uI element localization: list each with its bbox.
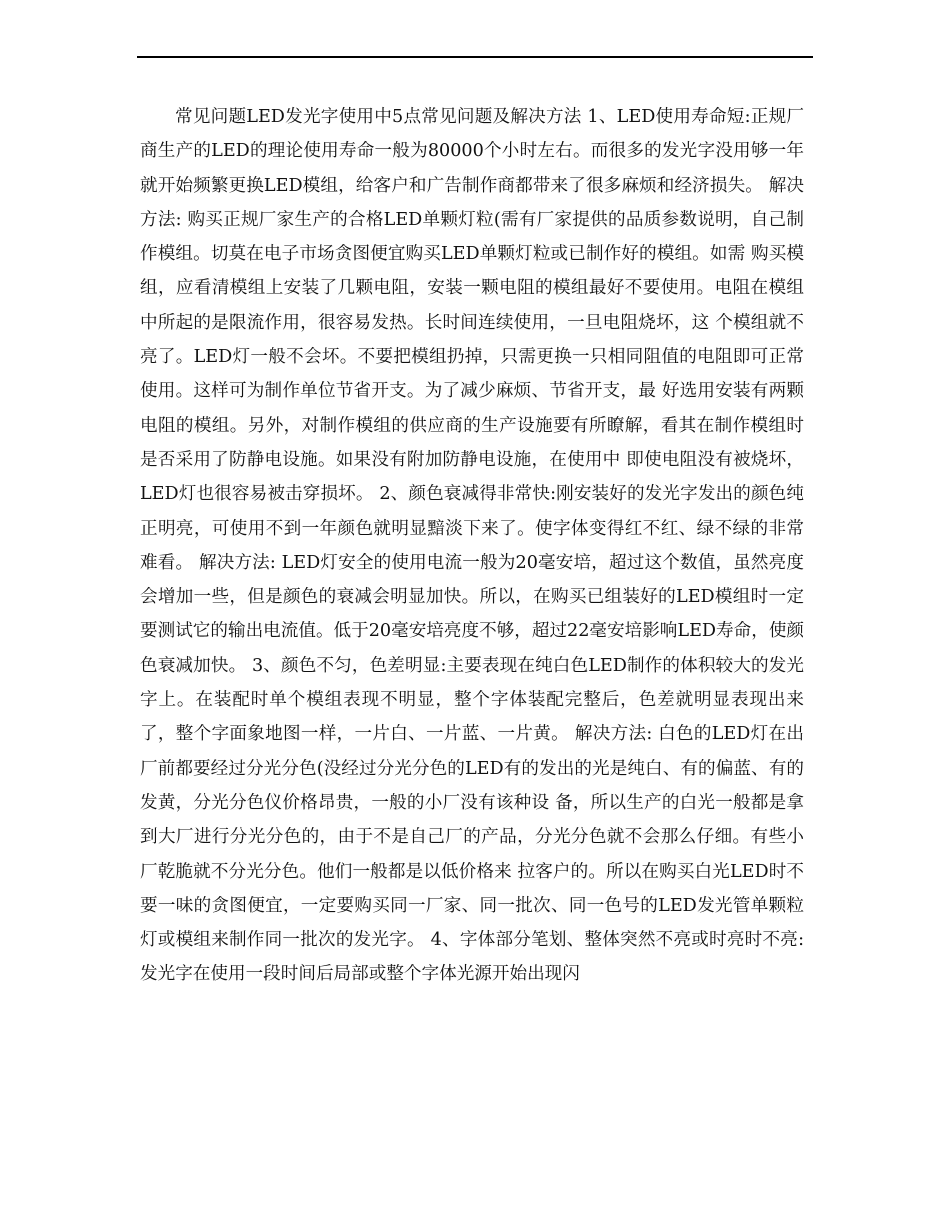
- body-paragraph: 常见问题LED发光字使用中5点常见问题及解决方法 1、LED使用寿命短:正规厂商生产的LED的理论使用寿命一般为80000个小时左右。而很多的发光字没用够一年就开始频繁更换LED模组，给客户和广告制作商都带来了很多麻烦和经济损失。 解决方法: 购买正规厂家生产的合格LED单颗灯粒(需有厂家提供的品质参数说明，自己制作模组。切莫在电子市场贪图便宜购买LED单颗灯粒或已制作好的模组。如需 购买模组，应看清模组上安装了几颗电阻，安装一颗电阻的模组最好不要使用。电阻在模组中所起的是限流作用，很容易发热。长时间连续使用，一旦电阻烧坏，这 个模组就不亮了。LED灯一般不会坏。不要把模组扔掉，只需更换一只相同阻值的电阻即可正常使用。这样可为制作单位节省开支。为了减少麻烦、节省开支，最 好选用安装有两颗电阻的模组。另外，对制作模组的供应商的生产设施要有所瞭解，看其在制作模组时是否采用了防静电设施。如果没有附加防静电设施，在使用中 即使电阻没有被烧坏，LED灯也很容易被击穿损坏。 2、颜色衰减得非常快:刚安装好的发光字发出的颜色纯正明亮，可使用不到一年颜色就明显黯淡下来了。使字体变得红不红、绿不绿的非常难看。 解决方法: LED灯安全的使用电流一般为20毫安培，超过这个数值，虽然亮度会增加一些，但是颜色的衰减会明显加快。所以，在购买已组装好的LED模组时一定要测试它的输出电流值。低于20毫安培亮度不够，超过22毫安培影响LED寿命，使颜色衰减加快。 3、颜色不匀，色差明显:主要表现在纯白色LED制作的体积较大的发光字上。在装配时单个模组表现不明显，整个字体装配完整后，色差就明显表现出来了，整个字面象地图一样，一片白、一片蓝、一片黄。 解决方法: 白色的LED灯在出厂前都要经过分光分色(没经过分光分色的LED有的发出的光是纯白、有的偏蓝、有的发黄，分光分色仪价格昂贵，一般的小厂没有该种设 备，所以生产的白光一般都是拿到大厂进行分光分色的，由于不是自己厂的产品，分光分色就不会那么仔细。有些小厂乾脆就不分光分色。他们一般都是以低价格来 拉客户的。所以在购买白光LED时不要一味的贪图便宜，一定要购买同一厂家、同一批次、同一色号的LED发光管单颗粒灯或模组来制作同一批次的发光字。 4、字体部分笔划、整体突然不亮或时亮时不亮:发光字在使用一段时间后局部或整个字体光源开始出现闪: [140, 107, 805, 985]
- header-rule: [137, 56, 813, 58]
